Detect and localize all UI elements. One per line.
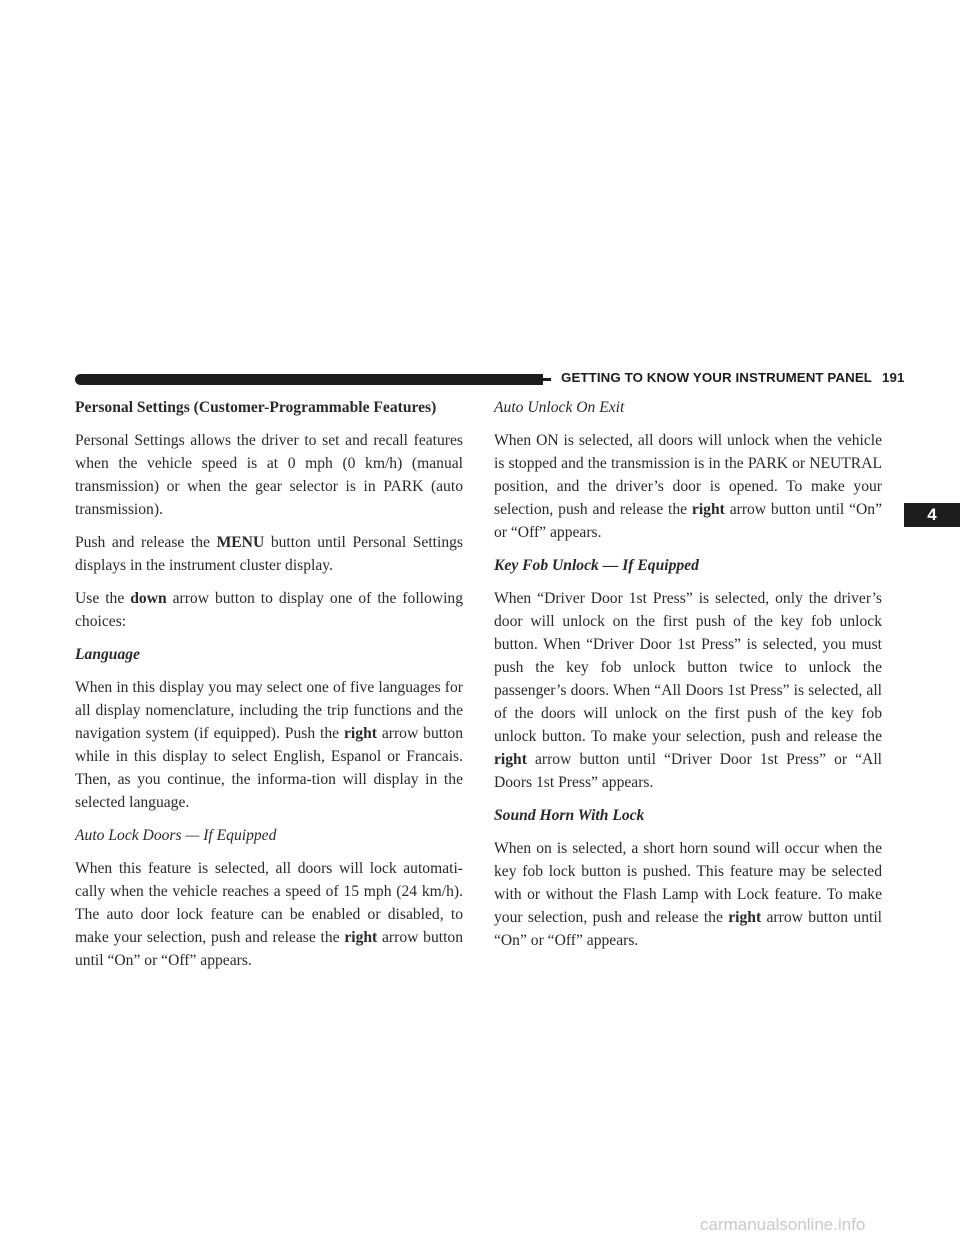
header-rule [75, 374, 543, 385]
menu-paragraph: Push and release the MENU button until Personal Settings displays in the instrument cluster display. [75, 534, 463, 574]
right-column [494, 396, 882, 962]
section-title: GETTING TO KNOW YOUR INSTRUMENT PANEL [561, 370, 873, 385]
horn-heading: Sound Horn With Lock [494, 807, 645, 824]
running-header [561, 370, 905, 385]
key-fob-heading: Key Fob Unlock — If Equipped [494, 557, 699, 574]
auto-lock-paragraph: When this feature is selected, all doors will lock automati-cally when the vehicle reaches a speed of 15 mph (24 km/h). The auto door lock feature can be enabled or disabled, to make your selection, push and release the right arrow button until “On” or “Off” appears. [75, 860, 463, 969]
auto-unlock-paragraph: When ON is selected, all doors will unlock when the vehicle is stopped and the transmission is in the PARK or NEUTRAL position, and the driver’s door is opened. To make your selection, push and release the right arrow button until “On” or “Off” appears. [494, 432, 882, 541]
intro-paragraph: Personal Settings allows the driver to set and recall features when the vehicle speed is at 0 mph (0 km/h) (manual transmission) or when the gear selector is in PARK (auto transmission). [75, 432, 463, 518]
language-paragraph: When in this display you may select one of five languages for all display nomenclature, including the trip functions and the navigation system (if equipped). Push the right arrow button while in this display to select English, Espanol or Francais. Then, as you continue, the informa-tion will display in the selected language. [75, 679, 463, 811]
down-paragraph: Use the down arrow button to display one of the following choices: [75, 590, 463, 630]
down-keyword: down [130, 590, 167, 607]
language-heading: Language [75, 646, 140, 663]
watermark: carmanualsonline.info [700, 1215, 866, 1234]
right-keyword: right [691, 501, 725, 518]
auto-unlock-heading: Auto Unlock On Exit [494, 399, 625, 416]
header-rule-tail [543, 378, 551, 381]
chapter-tab: 4 [904, 503, 960, 527]
auto-lock-heading: Auto Lock Doors — If Equipped [75, 827, 277, 844]
horn-paragraph: When on is selected, a short horn sound will occur when the key fob lock button is pushed. This feature may be selected with or without the Flash Lamp with Lock feature. To make your selection, push and release the right arrow button until “On” or “Off” appears. [494, 840, 882, 949]
key-fob-paragraph: When “Driver Door 1st Press” is selected, only the driver’s door will unlock on the first push of the key fob unlock button. When “Driver Door 1st Press” is selected, you must push the key fob unlock button twice to unlock the passenger’s doors. When “All Doors 1st Press” is selected, all of the doors will unlock on the first push of the key fob unlock button. To make your selection, push and release the right arrow button until “Driver Door 1st Press” or “All Doors 1st Press” appears. [494, 590, 882, 791]
right-keyword: right [728, 909, 762, 926]
menu-keyword: MENU [216, 534, 265, 551]
page-number: 191 [882, 370, 905, 385]
left-column [75, 396, 463, 982]
right-keyword: right [344, 725, 377, 742]
section-heading: Personal Settings (Customer-Programmable Features) [75, 399, 437, 416]
right-keyword: right [494, 751, 527, 768]
right-keyword: right [344, 929, 378, 946]
